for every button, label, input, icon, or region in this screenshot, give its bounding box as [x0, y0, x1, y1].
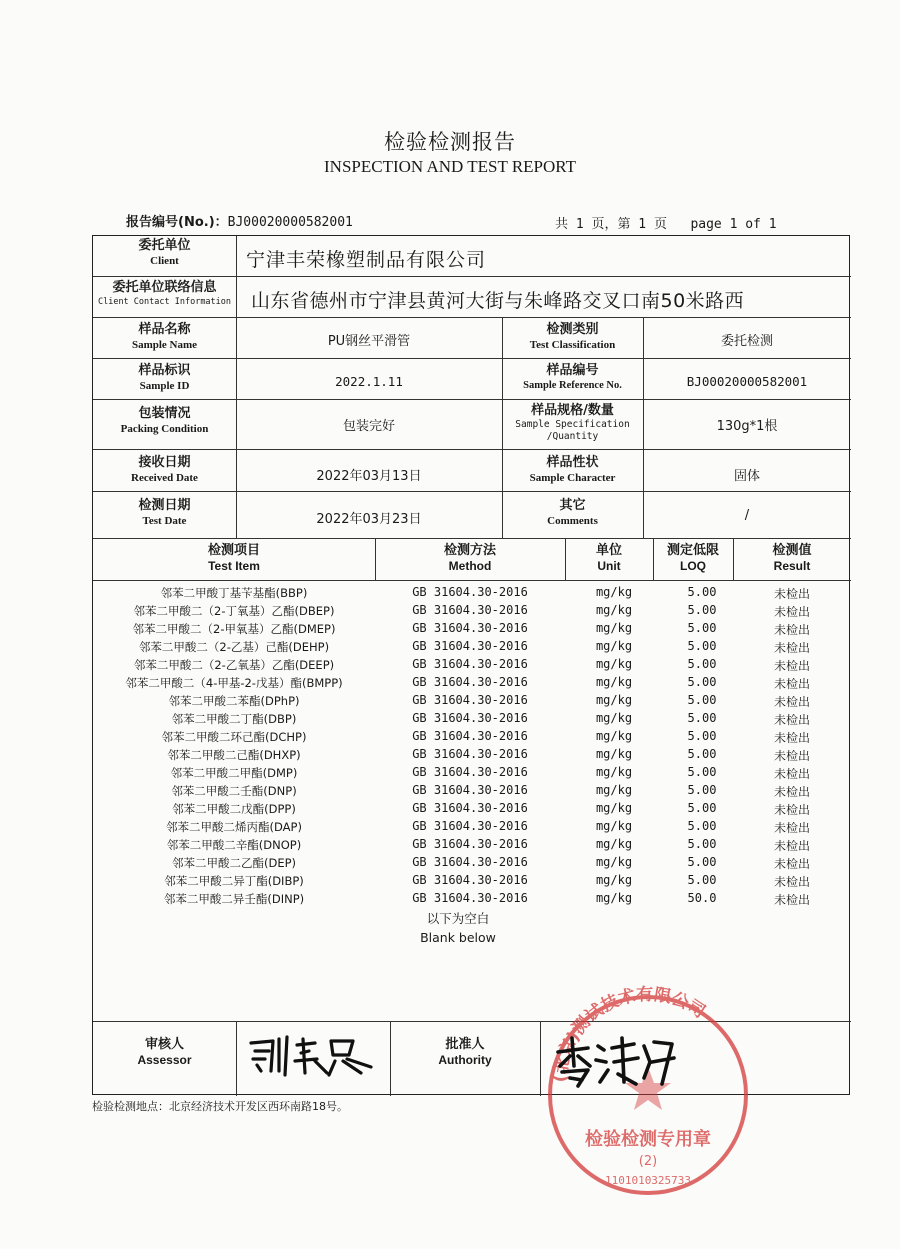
packing-label: 包装情况 Packing Condition — [120, 406, 209, 435]
report-number — [126, 211, 353, 230]
assessor-label: 审核人 Assessor — [137, 1037, 192, 1067]
table-row: 邻苯二甲酸二（4-甲基-2-戊基）酯(BMPP) GB 31604.30-2016 mg/kg 5.00 未检出 — [125, 675, 810, 691]
table-row: 邻苯二甲酸二戊酯(DPP) GB 31604.30-2016 mg/kg 5.00 未检出 — [172, 801, 810, 817]
report-table — [92, 235, 850, 1095]
th-loq: 测定低限 LOQ — [666, 543, 719, 573]
sample-name-label: 样品名称 Sample Name — [131, 322, 198, 351]
table-row: 邻苯二甲酸二乙酯(DEP) GB 31604.30-2016 mg/kg 5.00 未检出 — [171, 855, 810, 871]
spec-label: 样品规格/数量 Sample Specification /Quantity — [515, 403, 630, 442]
authority-signature — [548, 1032, 678, 1092]
official-stamp-icon — [538, 985, 758, 1205]
contact-value: 山东省德州市宁津县黄河大街与朱峰路交叉口南50米路西 — [251, 290, 745, 312]
table-row: 邻苯二甲酸二甲酯(DMP) GB 31604.30-2016 mg/kg 5.00 未检出 — [170, 765, 810, 781]
title-en: INSPECTION AND TEST REPORT — [324, 157, 576, 176]
blank-below-cn: 以下为空白 — [426, 911, 490, 926]
stamp-top-text: (北京)测试技术有限公司 — [550, 985, 709, 1083]
table-row: 邻苯二甲酸二辛酯(DNOP) GB 31604.30-2016 mg/kg 5.00 未检出 — [166, 837, 810, 853]
authority-label: 批准人 Authority — [438, 1037, 492, 1067]
th-test-item: 检测项目 Test Item — [207, 543, 260, 573]
report-number-label: 报告编号(No.)： — [126, 215, 228, 230]
character-value: 固体 — [733, 469, 760, 484]
received-label: 接收日期 Received Date — [131, 455, 198, 484]
table-row: 邻苯二甲酸二苯酯(DPhP) GB 31604.30-2016 mg/kg 5.00 未检出 — [168, 693, 810, 709]
test-class-value: 委托检测 — [720, 334, 773, 349]
table-row: 邻苯二甲酸二环己酯(DCHP) GB 31604.30-2016 mg/kg 5.00 未检出 — [161, 729, 810, 745]
received-value: 2022年03月13日 — [316, 469, 422, 484]
table-row: 邻苯二甲酸二丁酯(DBP) GB 31604.30-2016 mg/kg 5.00 未检出 — [171, 711, 810, 727]
sample-id-value: 2022.1.11 — [335, 374, 403, 389]
table-row: 邻苯二甲酸二异壬酯(DINP) GB 31604.30-2016 mg/kg 50.0 未检出 — [163, 891, 810, 907]
table-row: 邻苯二甲酸二（2-丁氧基）乙酯(DBEP) GB 31604.30-2016 mg/kg 5.00 未检出 — [133, 603, 810, 619]
stamp-center-text: 检验检测专用章 — [585, 1129, 711, 1150]
table-row: 邻苯二甲酸二烯丙酯(DAP) GB 31604.30-2016 mg/kg 5.00 未检出 — [166, 819, 810, 835]
title-cn: 检验检测报告 — [384, 130, 516, 154]
test-class-label: 检测类别 Test Classification — [529, 322, 616, 351]
stamp-code-text: 1101010325733 — [604, 1174, 692, 1187]
packing-value: 包装完好 — [342, 419, 395, 434]
test-date-value: 2022年03月23日 — [316, 512, 422, 527]
test-location-footer: 检验检测地点：北京经济技术开发区西环南路18号。 — [92, 1100, 348, 1113]
table-row: 邻苯二甲酸二（2-乙基）己酯(DEHP) GB 31604.30-2016 mg/kg 5.00 未检出 — [138, 639, 810, 655]
sample-ref-label: 样品编号 Sample Reference No. — [523, 363, 622, 391]
stamp-sub-text: (2) — [638, 1154, 658, 1169]
th-unit: 单位 Unit — [595, 543, 622, 573]
table-row: 邻苯二甲酸二异丁酯(DIBP) GB 31604.30-2016 mg/kg 5.00 未检出 — [164, 873, 810, 889]
page-info: 共 1 页，第 1 页 page 1 of 1 — [555, 217, 777, 232]
table-row: 邻苯二甲酸二（2-乙氧基）乙酯(DEEP) GB 31604.30-2016 mg/kg 5.00 未检出 — [133, 657, 810, 673]
sample-name-value: PU钢丝平滑管 — [327, 334, 411, 349]
contact-label: 委托单位联络信息 Client Contact Information — [97, 280, 232, 307]
th-method: 检测方法 Method — [443, 543, 496, 573]
report-number-value: BJ00020000582001 — [227, 215, 353, 230]
spec-value: 130g*1根 — [716, 419, 778, 434]
table-row: 邻苯二甲酸二己酯(DHXP) GB 31604.30-2016 mg/kg 5.00 未检出 — [167, 747, 810, 763]
character-label: 样品性状 Sample Character — [529, 455, 616, 484]
assessor-signature — [243, 1031, 383, 1081]
blank-below-en: Blank below — [420, 930, 496, 945]
sample-ref-value: BJ00020000582001 — [686, 374, 808, 389]
client-label: 委托单位 Client — [138, 238, 191, 267]
sample-id-label: 样品标识 Sample ID — [138, 363, 191, 392]
table-row: 邻苯二甲酸二壬酯(DNP) GB 31604.30-2016 mg/kg 5.00 未检出 — [171, 783, 810, 799]
test-date-label: 检测日期 Test Date — [138, 498, 191, 527]
th-result: 检测值 Result — [772, 543, 812, 573]
table-row: 邻苯二甲酸二（2-甲氧基）乙酯(DMEP) GB 31604.30-2016 mg/kg 5.00 未检出 — [132, 621, 810, 637]
comments-label: 其它 Comments — [547, 498, 598, 527]
client-value: 宁津丰荣橡塑制品有限公司 — [246, 249, 487, 271]
table-row: 邻苯二甲酸丁基苄基酯(BBP) GB 31604.30-2016 mg/kg 5.00 未检出 — [160, 585, 810, 601]
comments-value: / — [744, 508, 750, 523]
